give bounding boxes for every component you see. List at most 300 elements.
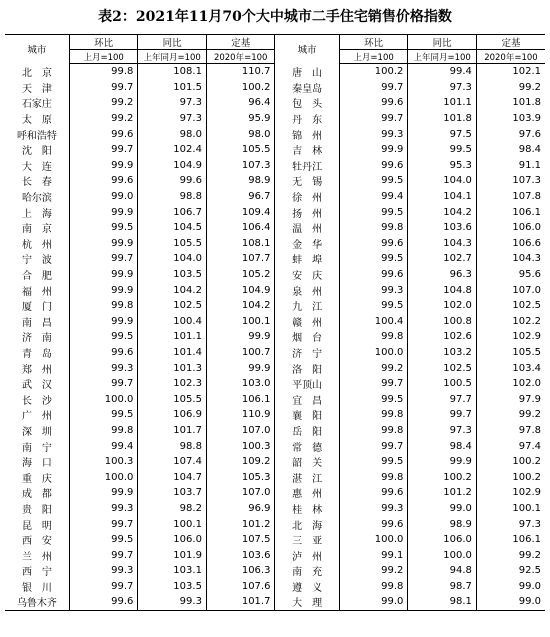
right-mom-cell: 99.8: [339, 469, 408, 485]
left-city-cell: 西 宁: [21, 567, 52, 579]
right-city-cell: 洛 阳: [275, 360, 339, 376]
table-row: [5, 516, 545, 532]
right-yoy-cell: 94.8: [408, 563, 477, 579]
right-yoy-cell: 99.4: [408, 64, 477, 80]
left-fixed-cell: 104.2: [206, 298, 275, 314]
table-row: [5, 220, 545, 236]
left-yoy-cell: 100.4: [138, 314, 207, 330]
right-mom-cell: 99.5: [339, 391, 408, 407]
right-yoy-cell: 99.7: [408, 407, 477, 423]
left-mom-cell: 99.9: [69, 282, 138, 298]
left-mom-cell: 99.9: [69, 158, 138, 174]
left-yoy-cell: 104.2: [138, 282, 207, 298]
right-mom-cell: 99.6: [339, 158, 408, 174]
left-yoy-cell: 104.5: [138, 220, 207, 236]
table-row: [5, 314, 545, 330]
right-mom-cell: 99.5: [339, 251, 408, 267]
right-fixed-cell: 102.2: [476, 314, 545, 330]
left-fixed-cell: 106.1: [206, 391, 275, 407]
right-yoy-cell: 98.9: [408, 516, 477, 532]
left-city-cell: 海 口: [21, 458, 52, 470]
left-fixed-cell: 100.1: [206, 314, 275, 330]
right-mom-cell: 100.2: [339, 64, 408, 80]
right-yoy-cell: 102.6: [408, 329, 477, 345]
page-title: 表2：2021年11月70个大中城市二手住宅销售价格指数: [98, 9, 452, 25]
right-mom-cell: 99.7: [339, 438, 408, 454]
right-mom-cell: 100.4: [339, 314, 408, 330]
header-mom-left: 环比: [69, 35, 138, 50]
left-mom-cell: 99.9: [69, 267, 138, 283]
table-row: [5, 438, 545, 454]
right-fixed-cell: 99.0: [476, 594, 545, 610]
right-yoy-cell: 100.2: [408, 469, 477, 485]
right-fixed-cell: 105.5: [476, 345, 545, 361]
table-row: [5, 329, 545, 345]
left-mom-cell: 99.5: [69, 532, 138, 548]
right-yoy-cell: 101.8: [408, 111, 477, 127]
left-fixed-cell: 107.7: [206, 251, 275, 267]
left-mom-cell: 99.6: [69, 173, 138, 189]
right-yoy-cell: 99.5: [408, 142, 477, 158]
left-fixed-cell: 103.0: [206, 376, 275, 392]
left-city-cell: 乌鲁木齐: [5, 594, 69, 610]
left-mom-cell: 99.9: [69, 204, 138, 220]
left-mom-cell: 99.9: [69, 314, 138, 330]
table-row: [5, 391, 545, 407]
right-city-cell: 牡丹江: [275, 158, 339, 174]
right-mom-cell: 99.3: [339, 282, 408, 298]
left-yoy-cell: 97.3: [138, 111, 207, 127]
left-yoy-cell: 105.5: [138, 236, 207, 252]
left-fixed-cell: 96.9: [206, 501, 275, 517]
right-mom-cell: 99.5: [339, 204, 408, 220]
right-yoy-cell: 95.3: [408, 158, 477, 174]
right-yoy-cell: 102.7: [408, 251, 477, 267]
left-yoy-cell: 99.6: [138, 173, 207, 189]
left-fixed-cell: 109.4: [206, 204, 275, 220]
left-yoy-cell: 104.0: [138, 251, 207, 267]
right-fixed-cell: 102.9: [476, 329, 545, 345]
right-fixed-cell: 99.2: [476, 407, 545, 423]
right-city-cell: 襄 阳: [275, 407, 339, 423]
table-row: [5, 111, 545, 127]
right-fixed-cell: 107.8: [476, 189, 545, 205]
left-fixed-cell: 99.9: [206, 360, 275, 376]
left-fixed-cell: 95.9: [206, 111, 275, 127]
left-yoy-cell: 101.5: [138, 80, 207, 96]
right-yoy-cell: 101.2: [408, 485, 477, 501]
left-yoy-cell: 104.7: [138, 469, 207, 485]
right-fixed-cell: 107.3: [476, 173, 545, 189]
left-mom-cell: 99.3: [69, 501, 138, 517]
right-city-cell: 惠 州: [275, 485, 339, 501]
right-yoy-cell: 97.3: [408, 80, 477, 96]
left-city-cell: 太 原: [21, 115, 52, 127]
right-city-cell: 唐 山: [275, 64, 339, 80]
left-fixed-cell: 106.3: [206, 563, 275, 579]
left-fixed-cell: 105.3: [206, 469, 275, 485]
right-city-cell: 韶 关: [275, 454, 339, 470]
left-mom-cell: 99.7: [69, 251, 138, 267]
right-mom-cell: 99.8: [339, 423, 408, 439]
table-row: [5, 579, 545, 595]
left-yoy-cell: 102.5: [138, 298, 207, 314]
table-row: [5, 80, 545, 96]
right-mom-cell: 99.8: [339, 329, 408, 345]
left-mom-cell: 99.7: [69, 80, 138, 96]
left-mom-cell: 99.7: [69, 547, 138, 563]
right-mom-cell: 99.7: [339, 376, 408, 392]
right-mom-cell: 99.6: [339, 485, 408, 501]
subheader-yoy-right: 上年同月=100: [408, 50, 477, 64]
left-city-cell: 福 州: [21, 286, 52, 298]
subheader-yoy-left: 上年同月=100: [138, 50, 207, 64]
right-yoy-cell: 99.9: [408, 454, 477, 470]
right-mom-cell: 99.6: [339, 267, 408, 283]
right-yoy-cell: 98.4: [408, 438, 477, 454]
left-mom-cell: 99.6: [69, 126, 138, 142]
left-mom-cell: 99.0: [69, 189, 138, 205]
right-mom-cell: 99.8: [339, 407, 408, 423]
left-city-cell: 西 安: [21, 536, 52, 548]
left-fixed-cell: 110.7: [206, 64, 275, 80]
right-city-cell: 三 亚: [275, 532, 339, 548]
left-mom-cell: 100.0: [69, 469, 138, 485]
right-fixed-cell: 97.9: [476, 391, 545, 407]
right-city-cell: 常 德: [275, 438, 339, 454]
price-index-table: [5, 34, 545, 611]
left-city-cell: 郑 州: [21, 364, 52, 376]
right-yoy-cell: 104.2: [408, 204, 477, 220]
right-city-cell: 南 充: [275, 563, 339, 579]
header-yoy-right: 同比: [408, 35, 477, 50]
left-fixed-cell: 101.7: [206, 594, 275, 610]
right-mom-cell: 99.6: [339, 516, 408, 532]
table-row: [5, 454, 545, 470]
right-mom-cell: 99.9: [339, 142, 408, 158]
table-row: [5, 298, 545, 314]
right-city-cell: 平顶山: [275, 376, 339, 392]
header-city-right: 城市: [275, 35, 339, 64]
left-fixed-cell: 100.7: [206, 345, 275, 361]
left-city-cell: 南 宁: [21, 442, 52, 454]
left-city-cell: 呼和浩特: [16, 130, 57, 142]
right-mom-cell: 99.3: [339, 501, 408, 517]
left-fixed-cell: 103.6: [206, 547, 275, 563]
left-fixed-cell: 96.4: [206, 95, 275, 111]
left-fixed-cell: 98.9: [206, 173, 275, 189]
right-city-cell: 赣 州: [275, 314, 339, 330]
left-mom-cell: 99.9: [69, 236, 138, 252]
right-fixed-cell: 92.5: [476, 563, 545, 579]
left-city-cell: 武 汉: [21, 380, 52, 392]
left-mom-cell: 99.5: [69, 329, 138, 345]
right-yoy-cell: 103.6: [408, 220, 477, 236]
right-yoy-cell: 103.2: [408, 345, 477, 361]
right-fixed-cell: 107.0: [476, 282, 545, 298]
left-city-cell: 深 圳: [21, 426, 52, 438]
left-city-cell: 大 连: [21, 161, 52, 173]
left-fixed-cell: 110.9: [206, 407, 275, 423]
left-city-cell: 长 春: [21, 177, 52, 189]
right-mom-cell: 99.1: [339, 547, 408, 563]
left-yoy-cell: 106.9: [138, 407, 207, 423]
left-city-cell: 贵 阳: [21, 504, 52, 516]
table-row: [5, 267, 545, 283]
right-fixed-cell: 100.2: [476, 469, 545, 485]
left-fixed-cell: 107.5: [206, 532, 275, 548]
right-yoy-cell: 98.7: [408, 579, 477, 595]
left-city-cell: 天 津: [21, 83, 52, 95]
left-mom-cell: 99.5: [69, 220, 138, 236]
left-city-cell: 广 州: [21, 411, 52, 423]
right-mom-cell: 99.7: [339, 111, 408, 127]
table-row: [5, 501, 545, 517]
table-row: [5, 64, 545, 80]
left-fixed-cell: 101.2: [206, 516, 275, 532]
right-fixed-cell: 103.4: [476, 360, 545, 376]
left-city-cell: 哈尔滨: [21, 193, 52, 205]
right-yoy-cell: 104.3: [408, 236, 477, 252]
table-row: [5, 563, 545, 579]
table-row: [5, 532, 545, 548]
right-yoy-cell: 101.1: [408, 95, 477, 111]
right-fixed-cell: 102.9: [476, 485, 545, 501]
right-mom-cell: 99.0: [339, 594, 408, 610]
right-city-cell: 泉 州: [275, 282, 339, 298]
right-yoy-cell: 102.0: [408, 298, 477, 314]
table-row: [5, 173, 545, 189]
left-fixed-cell: 105.2: [206, 267, 275, 283]
left-yoy-cell: 101.4: [138, 345, 207, 361]
left-fixed-cell: 105.5: [206, 142, 275, 158]
left-city-cell: 银 川: [21, 582, 52, 594]
left-fixed-cell: 104.9: [206, 282, 275, 298]
right-city-cell: 大 理: [275, 594, 339, 610]
left-city-cell: 北 京: [21, 68, 52, 80]
right-city-cell: 金 华: [275, 236, 339, 252]
table-row: [5, 282, 545, 298]
subheader-mom-right: 上月=100: [339, 50, 408, 64]
left-city-cell: 南 昌: [21, 317, 52, 329]
left-yoy-cell: 106.0: [138, 532, 207, 548]
right-fixed-cell: 99.2: [476, 80, 545, 96]
right-mom-cell: 99.8: [339, 220, 408, 236]
right-fixed-cell: 106.1: [476, 532, 545, 548]
left-mom-cell: 99.8: [69, 423, 138, 439]
right-city-cell: 北 海: [275, 516, 339, 532]
left-yoy-cell: 103.5: [138, 267, 207, 283]
right-city-cell: 岳 阳: [275, 423, 339, 439]
right-yoy-cell: 104.0: [408, 173, 477, 189]
right-mom-cell: 99.2: [339, 360, 408, 376]
right-fixed-cell: 97.6: [476, 126, 545, 142]
left-city-cell: 昆 明: [21, 520, 52, 532]
right-fixed-cell: 103.9: [476, 111, 545, 127]
left-yoy-cell: 103.1: [138, 563, 207, 579]
right-yoy-cell: 104.1: [408, 189, 477, 205]
right-city-cell: 无 锡: [275, 173, 339, 189]
left-yoy-cell: 107.4: [138, 454, 207, 470]
header-city-left: 城市: [5, 35, 69, 64]
left-fixed-cell: 96.7: [206, 189, 275, 205]
table-row: [5, 345, 545, 361]
left-yoy-cell: 102.4: [138, 142, 207, 158]
right-city-cell: 温 州: [275, 220, 339, 236]
left-city-cell: 宁 波: [21, 255, 52, 267]
table-row: [5, 251, 545, 267]
left-city-cell: 杭 州: [21, 239, 52, 251]
table-row: [5, 547, 545, 563]
subheader-fixed-left: 2020年=100: [206, 50, 275, 64]
header-row: [5, 35, 545, 50]
right-yoy-cell: 97.3: [408, 423, 477, 439]
table-row: [5, 423, 545, 439]
right-mom-cell: 99.2: [339, 563, 408, 579]
left-yoy-cell: 100.1: [138, 516, 207, 532]
left-mom-cell: 99.9: [69, 485, 138, 501]
left-mom-cell: 100.0: [69, 391, 138, 407]
left-city-cell: 兰 州: [21, 551, 52, 563]
left-city-cell: 青 岛: [21, 348, 52, 360]
right-mom-cell: 100.0: [339, 345, 408, 361]
left-mom-cell: 99.5: [69, 407, 138, 423]
right-city-cell: 锦 州: [275, 126, 339, 142]
right-fixed-cell: 99.2: [476, 547, 545, 563]
left-city-cell: 南 京: [21, 224, 52, 236]
right-city-cell: 包 头: [275, 95, 339, 111]
left-city-cell: 重 庆: [21, 473, 52, 485]
left-yoy-cell: 108.1: [138, 64, 207, 80]
right-mom-cell: 99.6: [339, 236, 408, 252]
right-yoy-cell: 96.3: [408, 267, 477, 283]
table-row: [5, 360, 545, 376]
right-yoy-cell: 100.5: [408, 376, 477, 392]
table-row: [5, 407, 545, 423]
right-mom-cell: 99.8: [339, 579, 408, 595]
right-city-cell: 九 江: [275, 298, 339, 314]
left-fixed-cell: 107.0: [206, 485, 275, 501]
left-fixed-cell: 107.3: [206, 158, 275, 174]
right-fixed-cell: 97.4: [476, 438, 545, 454]
left-mom-cell: 99.7: [69, 142, 138, 158]
right-city-cell: 烟 台: [275, 329, 339, 345]
left-city-cell: 长 沙: [21, 395, 52, 407]
left-mom-cell: 99.7: [69, 516, 138, 532]
right-mom-cell: 99.5: [339, 454, 408, 470]
left-mom-cell: 99.4: [69, 438, 138, 454]
right-fixed-cell: 106.0: [476, 220, 545, 236]
right-yoy-cell: 100.0: [408, 547, 477, 563]
right-city-cell: 泸 州: [275, 547, 339, 563]
right-yoy-cell: 97.7: [408, 391, 477, 407]
left-yoy-cell: 101.3: [138, 360, 207, 376]
left-city-cell: 沈 阳: [21, 146, 52, 158]
left-yoy-cell: 103.5: [138, 579, 207, 595]
table-row: [5, 95, 545, 111]
table-row: [5, 236, 545, 252]
header-fixed-left: 定基: [206, 35, 275, 50]
right-yoy-cell: 106.0: [408, 532, 477, 548]
left-city-cell: 合 肥: [21, 271, 52, 283]
left-yoy-cell: 105.5: [138, 391, 207, 407]
table-row: [5, 376, 545, 392]
table-row: [5, 485, 545, 501]
left-yoy-cell: 106.7: [138, 204, 207, 220]
table-row: [5, 142, 545, 158]
left-fixed-cell: 98.0: [206, 126, 275, 142]
left-yoy-cell: 97.3: [138, 95, 207, 111]
table-row: [5, 204, 545, 220]
right-city-cell: 安 庆: [275, 267, 339, 283]
table-row: [5, 189, 545, 205]
right-yoy-cell: 104.8: [408, 282, 477, 298]
left-fixed-cell: 106.4: [206, 220, 275, 236]
right-mom-cell: 100.0: [339, 532, 408, 548]
left-yoy-cell: 98.8: [138, 189, 207, 205]
right-fixed-cell: 102.5: [476, 298, 545, 314]
right-yoy-cell: 99.0: [408, 501, 477, 517]
right-fixed-cell: 106.1: [476, 204, 545, 220]
left-mom-cell: 100.3: [69, 454, 138, 470]
left-fixed-cell: 109.2: [206, 454, 275, 470]
right-city-cell: 蚌 埠: [275, 251, 339, 267]
left-fixed-cell: 100.2: [206, 80, 275, 96]
left-yoy-cell: 101.9: [138, 547, 207, 563]
left-mom-cell: 99.8: [69, 64, 138, 80]
right-mom-cell: 99.5: [339, 298, 408, 314]
right-fixed-cell: 100.1: [476, 501, 545, 517]
left-fixed-cell: 107.0: [206, 423, 275, 439]
left-mom-cell: 99.8: [69, 298, 138, 314]
table-row: [5, 158, 545, 174]
header-yoy-left: 同比: [138, 35, 207, 50]
left-yoy-cell: 101.7: [138, 423, 207, 439]
right-mom-cell: 99.5: [339, 173, 408, 189]
right-fixed-cell: 100.2: [476, 454, 545, 470]
right-city-cell: 吉 林: [275, 142, 339, 158]
left-fixed-cell: 107.6: [206, 579, 275, 595]
left-mom-cell: 99.6: [69, 345, 138, 361]
left-yoy-cell: 103.7: [138, 485, 207, 501]
right-city-cell: 济 宁: [275, 345, 339, 361]
right-fixed-cell: 99.0: [476, 579, 545, 595]
right-fixed-cell: 97.8: [476, 423, 545, 439]
left-mom-cell: 99.2: [69, 111, 138, 127]
right-fixed-cell: 91.1: [476, 158, 545, 174]
right-fixed-cell: 104.3: [476, 251, 545, 267]
right-city-cell: 扬 州: [275, 204, 339, 220]
left-city-cell: 厦 门: [21, 302, 52, 314]
right-mom-cell: 99.4: [339, 189, 408, 205]
table-row: [5, 126, 545, 142]
left-yoy-cell: 98.0: [138, 126, 207, 142]
right-yoy-cell: 100.8: [408, 314, 477, 330]
left-mom-cell: 99.3: [69, 563, 138, 579]
right-mom-cell: 99.3: [339, 126, 408, 142]
right-yoy-cell: 98.1: [408, 594, 477, 610]
right-fixed-cell: 102.1: [476, 64, 545, 80]
left-yoy-cell: 98.2: [138, 501, 207, 517]
left-yoy-cell: 98.8: [138, 438, 207, 454]
left-mom-cell: 99.6: [69, 594, 138, 610]
right-yoy-cell: 102.5: [408, 360, 477, 376]
right-fixed-cell: 95.6: [476, 267, 545, 283]
left-fixed-cell: 108.1: [206, 236, 275, 252]
left-city-cell: 济 南: [21, 333, 52, 345]
right-fixed-cell: 98.4: [476, 142, 545, 158]
table-row: [5, 594, 545, 610]
